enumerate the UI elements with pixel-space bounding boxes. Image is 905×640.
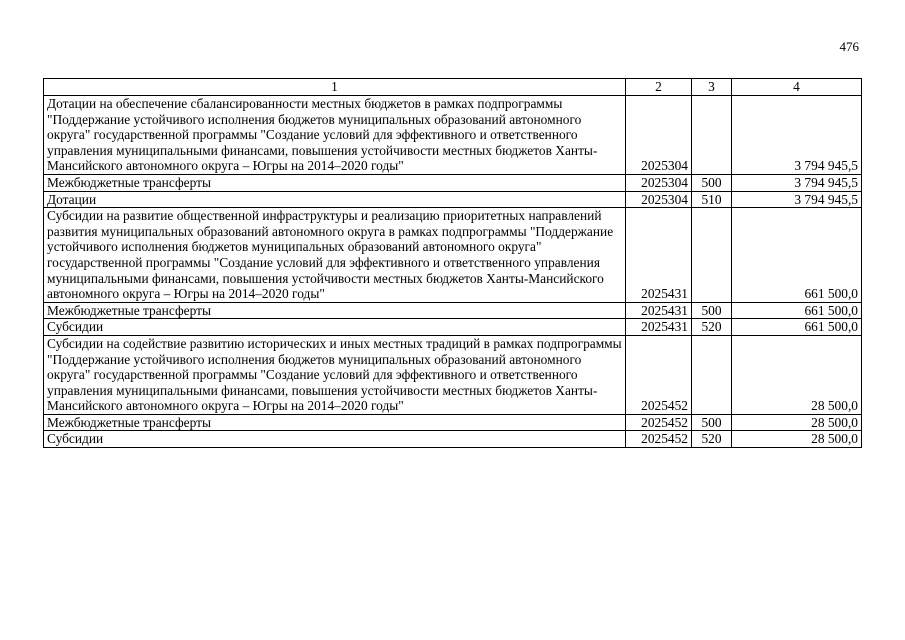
amount: 3 794 945,5 [732, 96, 862, 175]
row-description: Субсидии на развитие общественной инфраструктуры и реализацию приоритетных направлений развития муниципальных образований автономного округа в рамках подпрограммы "Поддержание устойчивого исполнения бюджетов муниципальных образований автономного округа" государственной программы "Создание условий для эффективного и ответственного управления муниципальными финансами, повышения устойчивости местных бюджетов Ханты-Мансийского автономного округа – Югры на 2014–2020 годы" [44, 208, 626, 303]
target-article-code: 2025452 [626, 335, 692, 414]
column-header: 2 [626, 79, 692, 96]
target-article-code: 2025452 [626, 431, 692, 448]
row-description: Межбюджетные трансферты [44, 174, 626, 191]
amount: 28 500,0 [732, 335, 862, 414]
row-description: Межбюджетные трансферты [44, 414, 626, 431]
amount: 661 500,0 [732, 208, 862, 303]
target-article-code: 2025304 [626, 191, 692, 208]
table-row [44, 174, 862, 191]
amount: 3 794 945,5 [732, 174, 862, 191]
expense-type-code [692, 208, 732, 303]
row-description: Субсидии на содействие развитию исторических и иных местных традиций в рамках подпрограммы "Поддержание устойчивого исполнения бюджетов муниципальных образований автономного округа" государственной программы "Создание условий для эффективного и ответственного управления муниципальными финансами, повышения устойчивости местных бюджетов Ханты-Мансийского автономного округа – Югры на 2014–2020 годы" [44, 335, 626, 414]
table-row [44, 319, 862, 336]
row-description: Межбюджетные трансферты [44, 302, 626, 319]
expense-type-code: 500 [692, 174, 732, 191]
page-number: 476 [839, 39, 859, 54]
target-article-code: 2025304 [626, 174, 692, 191]
row-description: Дотации на обеспечение сбалансированности местных бюджетов в рамках подпрограммы "Поддержание устойчивого исполнения бюджетов муниципальных образований автономного округа" государственной программы "Создание условий для эффективного и ответственного управления муниципальными финансами, повышения устойчивости местных бюджетов Ханты-Мансийского автономного округа – Югры на 2014–2020 годы" [44, 96, 626, 175]
expense-type-code: 520 [692, 319, 732, 336]
amount: 661 500,0 [732, 319, 862, 336]
budget-table [43, 78, 862, 448]
expense-type-code [692, 96, 732, 175]
expense-type-code: 510 [692, 191, 732, 208]
amount: 28 500,0 [732, 431, 862, 448]
target-article-code: 2025431 [626, 302, 692, 319]
table-row [44, 191, 862, 208]
column-header: 4 [732, 79, 862, 96]
target-article-code: 2025431 [626, 208, 692, 303]
target-article-code: 2025304 [626, 96, 692, 175]
expense-type-code [692, 335, 732, 414]
target-article-code: 2025431 [626, 319, 692, 336]
amount: 661 500,0 [732, 302, 862, 319]
expense-type-code: 520 [692, 431, 732, 448]
expense-type-code: 500 [692, 414, 732, 431]
target-article-code: 2025452 [626, 414, 692, 431]
amount: 3 794 945,5 [732, 191, 862, 208]
row-description: Субсидии [44, 431, 626, 448]
table-row [44, 208, 862, 303]
table-row [44, 335, 862, 414]
row-description: Субсидии [44, 319, 626, 336]
table-header-row [44, 79, 862, 96]
table-row [44, 414, 862, 431]
expense-type-code: 500 [692, 302, 732, 319]
table-row [44, 302, 862, 319]
column-header: 1 [44, 79, 626, 96]
row-description: Дотации [44, 191, 626, 208]
column-header: 3 [692, 79, 732, 96]
table-row [44, 96, 862, 175]
amount: 28 500,0 [732, 414, 862, 431]
table-row [44, 431, 862, 448]
